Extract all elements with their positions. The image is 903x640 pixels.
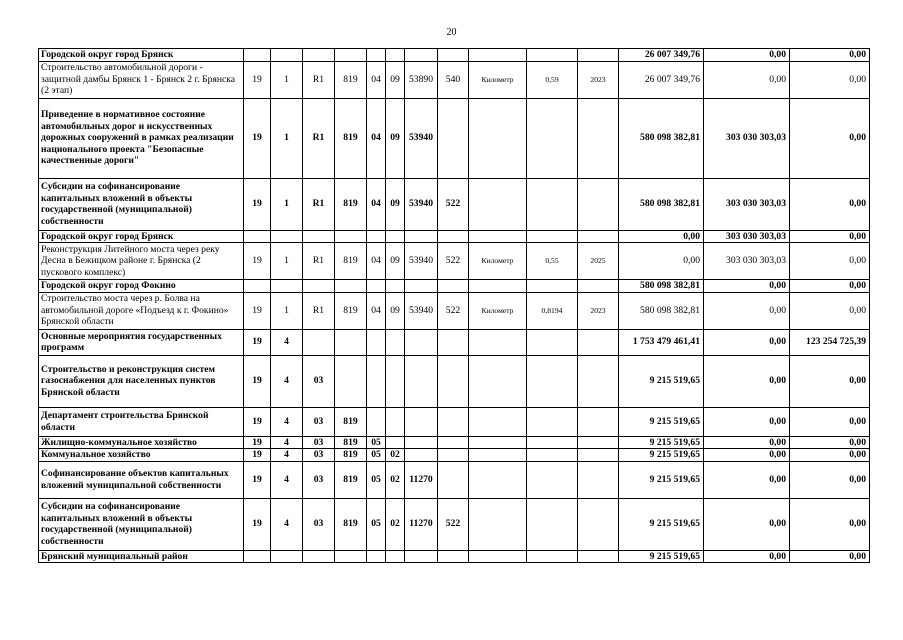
subprogram-cell <box>271 550 303 563</box>
event-cell: 03 <box>303 407 335 436</box>
power-cell <box>527 49 578 62</box>
table-row <box>39 243 870 280</box>
subprogram-cell: 4 <box>271 449 303 462</box>
gp-cell <box>244 230 271 243</box>
subprogram-cell: 1 <box>271 61 303 98</box>
power-cell <box>527 461 578 498</box>
subprogram-cell: 1 <box>271 292 303 329</box>
subprogram-cell <box>271 280 303 293</box>
event-cell: 03 <box>303 436 335 449</box>
amount-next-year-cell: 303 030 303,03 <box>704 178 790 230</box>
section-cell: 04 <box>367 292 386 329</box>
amount-third-year-cell: 0,00 <box>790 178 870 230</box>
unit-cell: Километр <box>469 292 527 329</box>
amount-next-year-cell: 0,00 <box>704 407 790 436</box>
grbs-cell: 819 <box>335 61 367 98</box>
subsection-cell <box>386 329 405 355</box>
page-number: 20 <box>446 27 457 38</box>
unit-cell <box>469 178 527 230</box>
power-cell <box>527 355 578 407</box>
power-cell <box>527 449 578 462</box>
item-name-cell: Строительство и реконструкция систем газоснабжения для населенных пунктов Брянской области <box>39 355 244 407</box>
section-cell: 05 <box>367 436 386 449</box>
year-cell: 2023 <box>578 292 619 329</box>
gp-cell: 19 <box>244 407 271 436</box>
amount-current-year-cell: 580 098 382,81 <box>619 98 704 178</box>
year-cell: 2025 <box>578 243 619 280</box>
unit-cell <box>469 49 527 62</box>
vr-cell <box>438 550 469 563</box>
gp-cell: 19 <box>244 178 271 230</box>
subsection-cell <box>386 355 405 407</box>
grbs-cell <box>335 355 367 407</box>
item-name-cell: Строительство автомобильной дороги - защитной дамбы Брянск 1 - Брянск 2 г. Брянска (2 этап) <box>39 61 244 98</box>
amount-next-year-cell: 0,00 <box>704 329 790 355</box>
item-name-cell: Городской округ город Фокино <box>39 280 244 293</box>
subprogram-cell <box>271 49 303 62</box>
amount-next-year-cell: 0,00 <box>704 436 790 449</box>
gp-cell: 19 <box>244 98 271 178</box>
direction-cell: 11270 <box>405 498 438 550</box>
vr-cell <box>438 449 469 462</box>
amount-next-year-cell: 0,00 <box>704 355 790 407</box>
amount-current-year-cell: 9 215 519,65 <box>619 355 704 407</box>
event-cell: R1 <box>303 243 335 280</box>
gp-cell: 19 <box>244 449 271 462</box>
section-cell <box>367 49 386 62</box>
amount-next-year-cell: 303 030 303,03 <box>704 230 790 243</box>
gp-cell: 19 <box>244 61 271 98</box>
amount-current-year-cell: 9 215 519,65 <box>619 436 704 449</box>
subsection-cell: 02 <box>386 449 405 462</box>
power-cell <box>527 498 578 550</box>
subprogram-cell <box>271 230 303 243</box>
vr-cell <box>438 280 469 293</box>
subprogram-cell: 4 <box>271 407 303 436</box>
year-cell <box>578 98 619 178</box>
unit-cell <box>469 436 527 449</box>
year-cell <box>578 178 619 230</box>
unit-cell: Километр <box>469 243 527 280</box>
unit-cell: Километр <box>469 61 527 98</box>
amount-next-year-cell: 0,00 <box>704 498 790 550</box>
power-cell <box>527 230 578 243</box>
direction-cell <box>405 436 438 449</box>
grbs-cell <box>335 49 367 62</box>
direction-cell: 53940 <box>405 292 438 329</box>
amount-third-year-cell: 123 254 725,39 <box>790 329 870 355</box>
unit-cell <box>469 230 527 243</box>
direction-cell: 53940 <box>405 178 438 230</box>
vr-cell: 522 <box>438 243 469 280</box>
gp-cell: 19 <box>244 292 271 329</box>
section-cell <box>367 355 386 407</box>
subprogram-cell: 4 <box>271 329 303 355</box>
table-row <box>39 98 870 178</box>
direction-cell <box>405 355 438 407</box>
amount-third-year-cell: 0,00 <box>790 436 870 449</box>
vr-cell: 522 <box>438 292 469 329</box>
amount-third-year-cell: 0,00 <box>790 280 870 293</box>
item-name-cell: Коммунальное хозяйство <box>39 449 244 462</box>
budget-table <box>38 48 870 563</box>
year-cell <box>578 449 619 462</box>
year-cell <box>578 230 619 243</box>
item-name-cell: Городской округ город Брянск <box>39 230 244 243</box>
year-cell: 2023 <box>578 61 619 98</box>
amount-third-year-cell: 0,00 <box>790 243 870 280</box>
subprogram-cell: 4 <box>271 498 303 550</box>
power-cell <box>527 178 578 230</box>
vr-cell <box>438 329 469 355</box>
vr-cell <box>438 407 469 436</box>
grbs-cell <box>335 550 367 563</box>
item-name-cell: Реконструкция Литейного моста через реку Десна в Бежицком районе г. Брянска (2 пускового комплекс) <box>39 243 244 280</box>
grbs-cell: 819 <box>335 407 367 436</box>
year-cell <box>578 407 619 436</box>
amount-third-year-cell: 0,00 <box>790 230 870 243</box>
section-cell <box>367 550 386 563</box>
table-row <box>39 498 870 550</box>
power-cell <box>527 436 578 449</box>
subsection-cell <box>386 280 405 293</box>
subsection-cell: 09 <box>386 61 405 98</box>
amount-current-year-cell: 1 753 479 461,41 <box>619 329 704 355</box>
item-name-cell: Субсидии на софинансирование капитальных вложений в объекты государственной (муниципальной) собственности <box>39 178 244 230</box>
vr-cell <box>438 355 469 407</box>
subsection-cell <box>386 49 405 62</box>
unit-cell <box>469 449 527 462</box>
year-cell <box>578 49 619 62</box>
amount-next-year-cell: 0,00 <box>704 292 790 329</box>
year-cell <box>578 550 619 563</box>
gp-cell: 19 <box>244 436 271 449</box>
direction-cell: 11270 <box>405 461 438 498</box>
power-cell <box>527 98 578 178</box>
vr-cell <box>438 436 469 449</box>
amount-third-year-cell: 0,00 <box>790 498 870 550</box>
section-cell <box>367 407 386 436</box>
year-cell <box>578 280 619 293</box>
gp-cell: 19 <box>244 243 271 280</box>
year-cell <box>578 498 619 550</box>
section-cell <box>367 230 386 243</box>
subprogram-cell: 4 <box>271 436 303 449</box>
table-row <box>39 292 870 329</box>
power-cell: 0,59 <box>527 61 578 98</box>
unit-cell <box>469 98 527 178</box>
event-cell <box>303 49 335 62</box>
table-row <box>39 49 870 62</box>
direction-cell <box>405 550 438 563</box>
event-cell: 03 <box>303 461 335 498</box>
amount-third-year-cell: 0,00 <box>790 449 870 462</box>
event-cell <box>303 550 335 563</box>
amount-current-year-cell: 26 007 349,76 <box>619 49 704 62</box>
direction-cell <box>405 230 438 243</box>
direction-cell <box>405 49 438 62</box>
direction-cell: 53940 <box>405 98 438 178</box>
amount-third-year-cell: 0,00 <box>790 550 870 563</box>
subsection-cell <box>386 407 405 436</box>
subsection-cell <box>386 436 405 449</box>
direction-cell <box>405 407 438 436</box>
table-row <box>39 230 870 243</box>
section-cell: 04 <box>367 98 386 178</box>
vr-cell: 540 <box>438 61 469 98</box>
item-name-cell: Софинансирование объектов капитальных вложений муниципальной собственности <box>39 461 244 498</box>
amount-third-year-cell: 0,00 <box>790 461 870 498</box>
subsection-cell <box>386 230 405 243</box>
gp-cell: 19 <box>244 329 271 355</box>
amount-current-year-cell: 9 215 519,65 <box>619 498 704 550</box>
amount-third-year-cell: 0,00 <box>790 49 870 62</box>
section-cell: 05 <box>367 461 386 498</box>
power-cell: 0,8194 <box>527 292 578 329</box>
section-cell: 05 <box>367 498 386 550</box>
event-cell <box>303 230 335 243</box>
direction-cell <box>405 280 438 293</box>
table-row <box>39 461 870 498</box>
event-cell: R1 <box>303 98 335 178</box>
unit-cell <box>469 498 527 550</box>
amount-third-year-cell: 0,00 <box>790 61 870 98</box>
amount-current-year-cell: 26 007 349,76 <box>619 61 704 98</box>
power-cell <box>527 280 578 293</box>
table-row <box>39 178 870 230</box>
amount-current-year-cell: 9 215 519,65 <box>619 461 704 498</box>
table-row <box>39 280 870 293</box>
event-cell <box>303 329 335 355</box>
amount-next-year-cell: 303 030 303,03 <box>704 243 790 280</box>
amount-next-year-cell: 0,00 <box>704 49 790 62</box>
item-name-cell: Строительство моста через р. Болва на автомобильной дороге «Подъезд к г. Фокино» Брянской области <box>39 292 244 329</box>
amount-current-year-cell: 580 098 382,81 <box>619 178 704 230</box>
item-name-cell: Жилищно-коммунальное хозяйство <box>39 436 244 449</box>
amount-next-year-cell: 0,00 <box>704 449 790 462</box>
unit-cell <box>469 329 527 355</box>
unit-cell <box>469 461 527 498</box>
subprogram-cell: 1 <box>271 243 303 280</box>
gp-cell: 19 <box>244 355 271 407</box>
subsection-cell: 09 <box>386 243 405 280</box>
section-cell <box>367 329 386 355</box>
amount-third-year-cell: 0,00 <box>790 292 870 329</box>
gp-cell: 19 <box>244 461 271 498</box>
section-cell <box>367 280 386 293</box>
table-row <box>39 329 870 355</box>
vr-cell <box>438 98 469 178</box>
section-cell: 04 <box>367 243 386 280</box>
grbs-cell <box>335 280 367 293</box>
subprogram-cell: 1 <box>271 178 303 230</box>
vr-cell: 522 <box>438 178 469 230</box>
direction-cell: 53890 <box>405 61 438 98</box>
item-name-cell: Приведение в нормативное состояние автомобильных дорог и искусственных дорожных сооружений в рамках реализации национального проекта "Безопасные качественные дороги" <box>39 98 244 178</box>
unit-cell <box>469 550 527 563</box>
table-row <box>39 355 870 407</box>
item-name-cell: Департамент строительства Брянской области <box>39 407 244 436</box>
gp-cell <box>244 550 271 563</box>
amount-current-year-cell: 580 098 382,81 <box>619 292 704 329</box>
amount-current-year-cell: 580 098 382,81 <box>619 280 704 293</box>
year-cell <box>578 329 619 355</box>
grbs-cell: 819 <box>335 461 367 498</box>
table-row <box>39 550 870 563</box>
item-name-cell: Основные мероприятия государственных программ <box>39 329 244 355</box>
subsection-cell: 09 <box>386 98 405 178</box>
grbs-cell: 819 <box>335 292 367 329</box>
grbs-cell <box>335 329 367 355</box>
year-cell <box>578 355 619 407</box>
subsection-cell: 09 <box>386 292 405 329</box>
amount-next-year-cell: 303 030 303,03 <box>704 98 790 178</box>
year-cell <box>578 461 619 498</box>
section-cell: 04 <box>367 61 386 98</box>
amount-next-year-cell: 0,00 <box>704 280 790 293</box>
amount-third-year-cell: 0,00 <box>790 407 870 436</box>
grbs-cell: 819 <box>335 98 367 178</box>
direction-cell <box>405 449 438 462</box>
vr-cell <box>438 230 469 243</box>
grbs-cell: 819 <box>335 498 367 550</box>
vr-cell <box>438 461 469 498</box>
vr-cell: 522 <box>438 498 469 550</box>
event-cell <box>303 280 335 293</box>
item-name-cell: Брянский муниципальный район <box>39 550 244 563</box>
unit-cell <box>469 407 527 436</box>
direction-cell <box>405 329 438 355</box>
item-name-cell: Субсидии на софинансирование капитальных вложений в объекты государственной (муниципальной) собственности <box>39 498 244 550</box>
unit-cell <box>469 280 527 293</box>
amount-next-year-cell: 0,00 <box>704 550 790 563</box>
amount-current-year-cell: 0,00 <box>619 243 704 280</box>
subprogram-cell: 1 <box>271 98 303 178</box>
gp-cell <box>244 280 271 293</box>
grbs-cell: 819 <box>335 449 367 462</box>
grbs-cell: 819 <box>335 178 367 230</box>
power-cell <box>527 407 578 436</box>
unit-cell <box>469 355 527 407</box>
subprogram-cell: 4 <box>271 355 303 407</box>
amount-next-year-cell: 0,00 <box>704 461 790 498</box>
amount-current-year-cell: 9 215 519,65 <box>619 449 704 462</box>
amount-current-year-cell: 0,00 <box>619 230 704 243</box>
subsection-cell: 02 <box>386 498 405 550</box>
event-cell: 03 <box>303 449 335 462</box>
gp-cell: 19 <box>244 498 271 550</box>
event-cell: R1 <box>303 61 335 98</box>
table-row <box>39 407 870 436</box>
table-row <box>39 61 870 98</box>
amount-third-year-cell: 0,00 <box>790 98 870 178</box>
vr-cell <box>438 49 469 62</box>
section-cell: 05 <box>367 449 386 462</box>
gp-cell <box>244 49 271 62</box>
amount-current-year-cell: 9 215 519,65 <box>619 407 704 436</box>
table-row <box>39 449 870 462</box>
amount-third-year-cell: 0,00 <box>790 355 870 407</box>
subsection-cell <box>386 550 405 563</box>
direction-cell: 53940 <box>405 243 438 280</box>
power-cell: 0,55 <box>527 243 578 280</box>
subsection-cell: 02 <box>386 461 405 498</box>
grbs-cell: 819 <box>335 436 367 449</box>
grbs-cell <box>335 230 367 243</box>
item-name-cell: Городской округ город Брянск <box>39 49 244 62</box>
event-cell: R1 <box>303 292 335 329</box>
grbs-cell: 819 <box>335 243 367 280</box>
year-cell <box>578 436 619 449</box>
subsection-cell: 09 <box>386 178 405 230</box>
table-row <box>39 436 870 449</box>
event-cell: 03 <box>303 355 335 407</box>
section-cell: 04 <box>367 178 386 230</box>
subprogram-cell: 4 <box>271 461 303 498</box>
power-cell <box>527 550 578 563</box>
amount-current-year-cell: 9 215 519,65 <box>619 550 704 563</box>
event-cell: 03 <box>303 498 335 550</box>
event-cell: R1 <box>303 178 335 230</box>
amount-next-year-cell: 0,00 <box>704 61 790 98</box>
power-cell <box>527 329 578 355</box>
